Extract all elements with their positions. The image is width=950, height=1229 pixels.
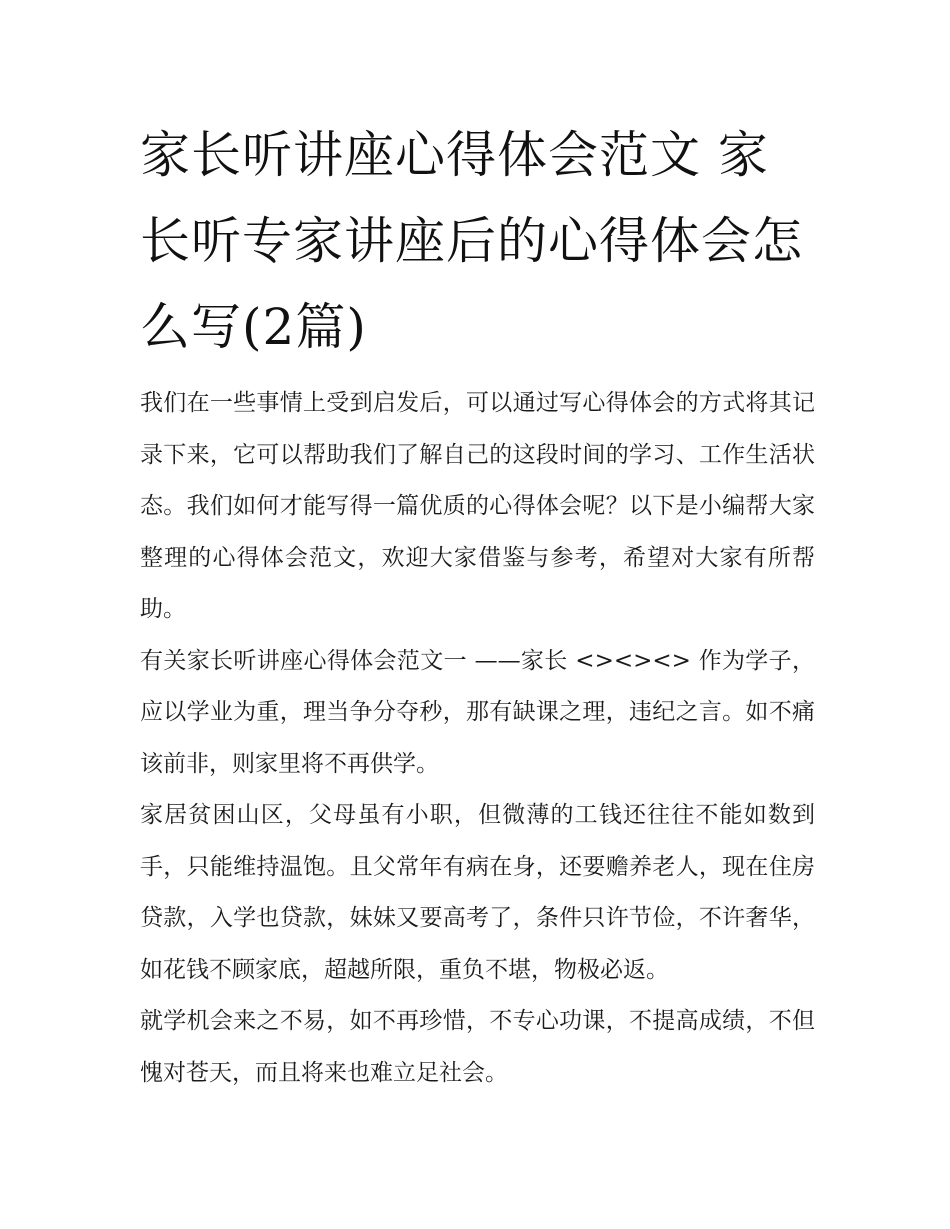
document-title: 家长听讲座心得体会范文 家长听专家讲座后的心得体会怎么写(2篇) (140, 126, 803, 356)
paragraph-study-opportunity: 就学机会来之不易，如不再珍惜，不专心功课，不提高成绩，不但愧对苍天，而且将来也难立足社会。 (140, 1008, 815, 1086)
document-body (140, 112, 815, 1099)
paragraph-essay-one-opening: 有关家长听讲座心得体会范文一 ——家长 <><><> 作为学子，应以学业为重，理当争分夺秒，那有缺课之理，违纪之言。如不痛该前非，则家里将不再供学。 (140, 647, 815, 777)
paragraph-family-situation: 家居贫困山区，父母虽有小职，但微薄的工钱还往往不能如数到手，只能维持温饱。且父常年有病在身，还要赡养老人，现在住房贷款，入学也贷款，妹妹又要高考了，条件只许节俭，不许奢华，如花钱不顾家底，超越所限，重负不堪，物极必返。 (140, 802, 815, 983)
paragraph-intro: 我们在一些事情上受到启发后，可以通过写心得体会的方式将其记录下来，它可以帮助我们了解自己的这段时间的学习、工作生活状态。我们如何才能写得一篇优质的心得体会呢？以下是小编帮大家整理的心得体会范文，欢迎大家借鉴与参考，希望对大家有所帮助。 (140, 390, 815, 622)
